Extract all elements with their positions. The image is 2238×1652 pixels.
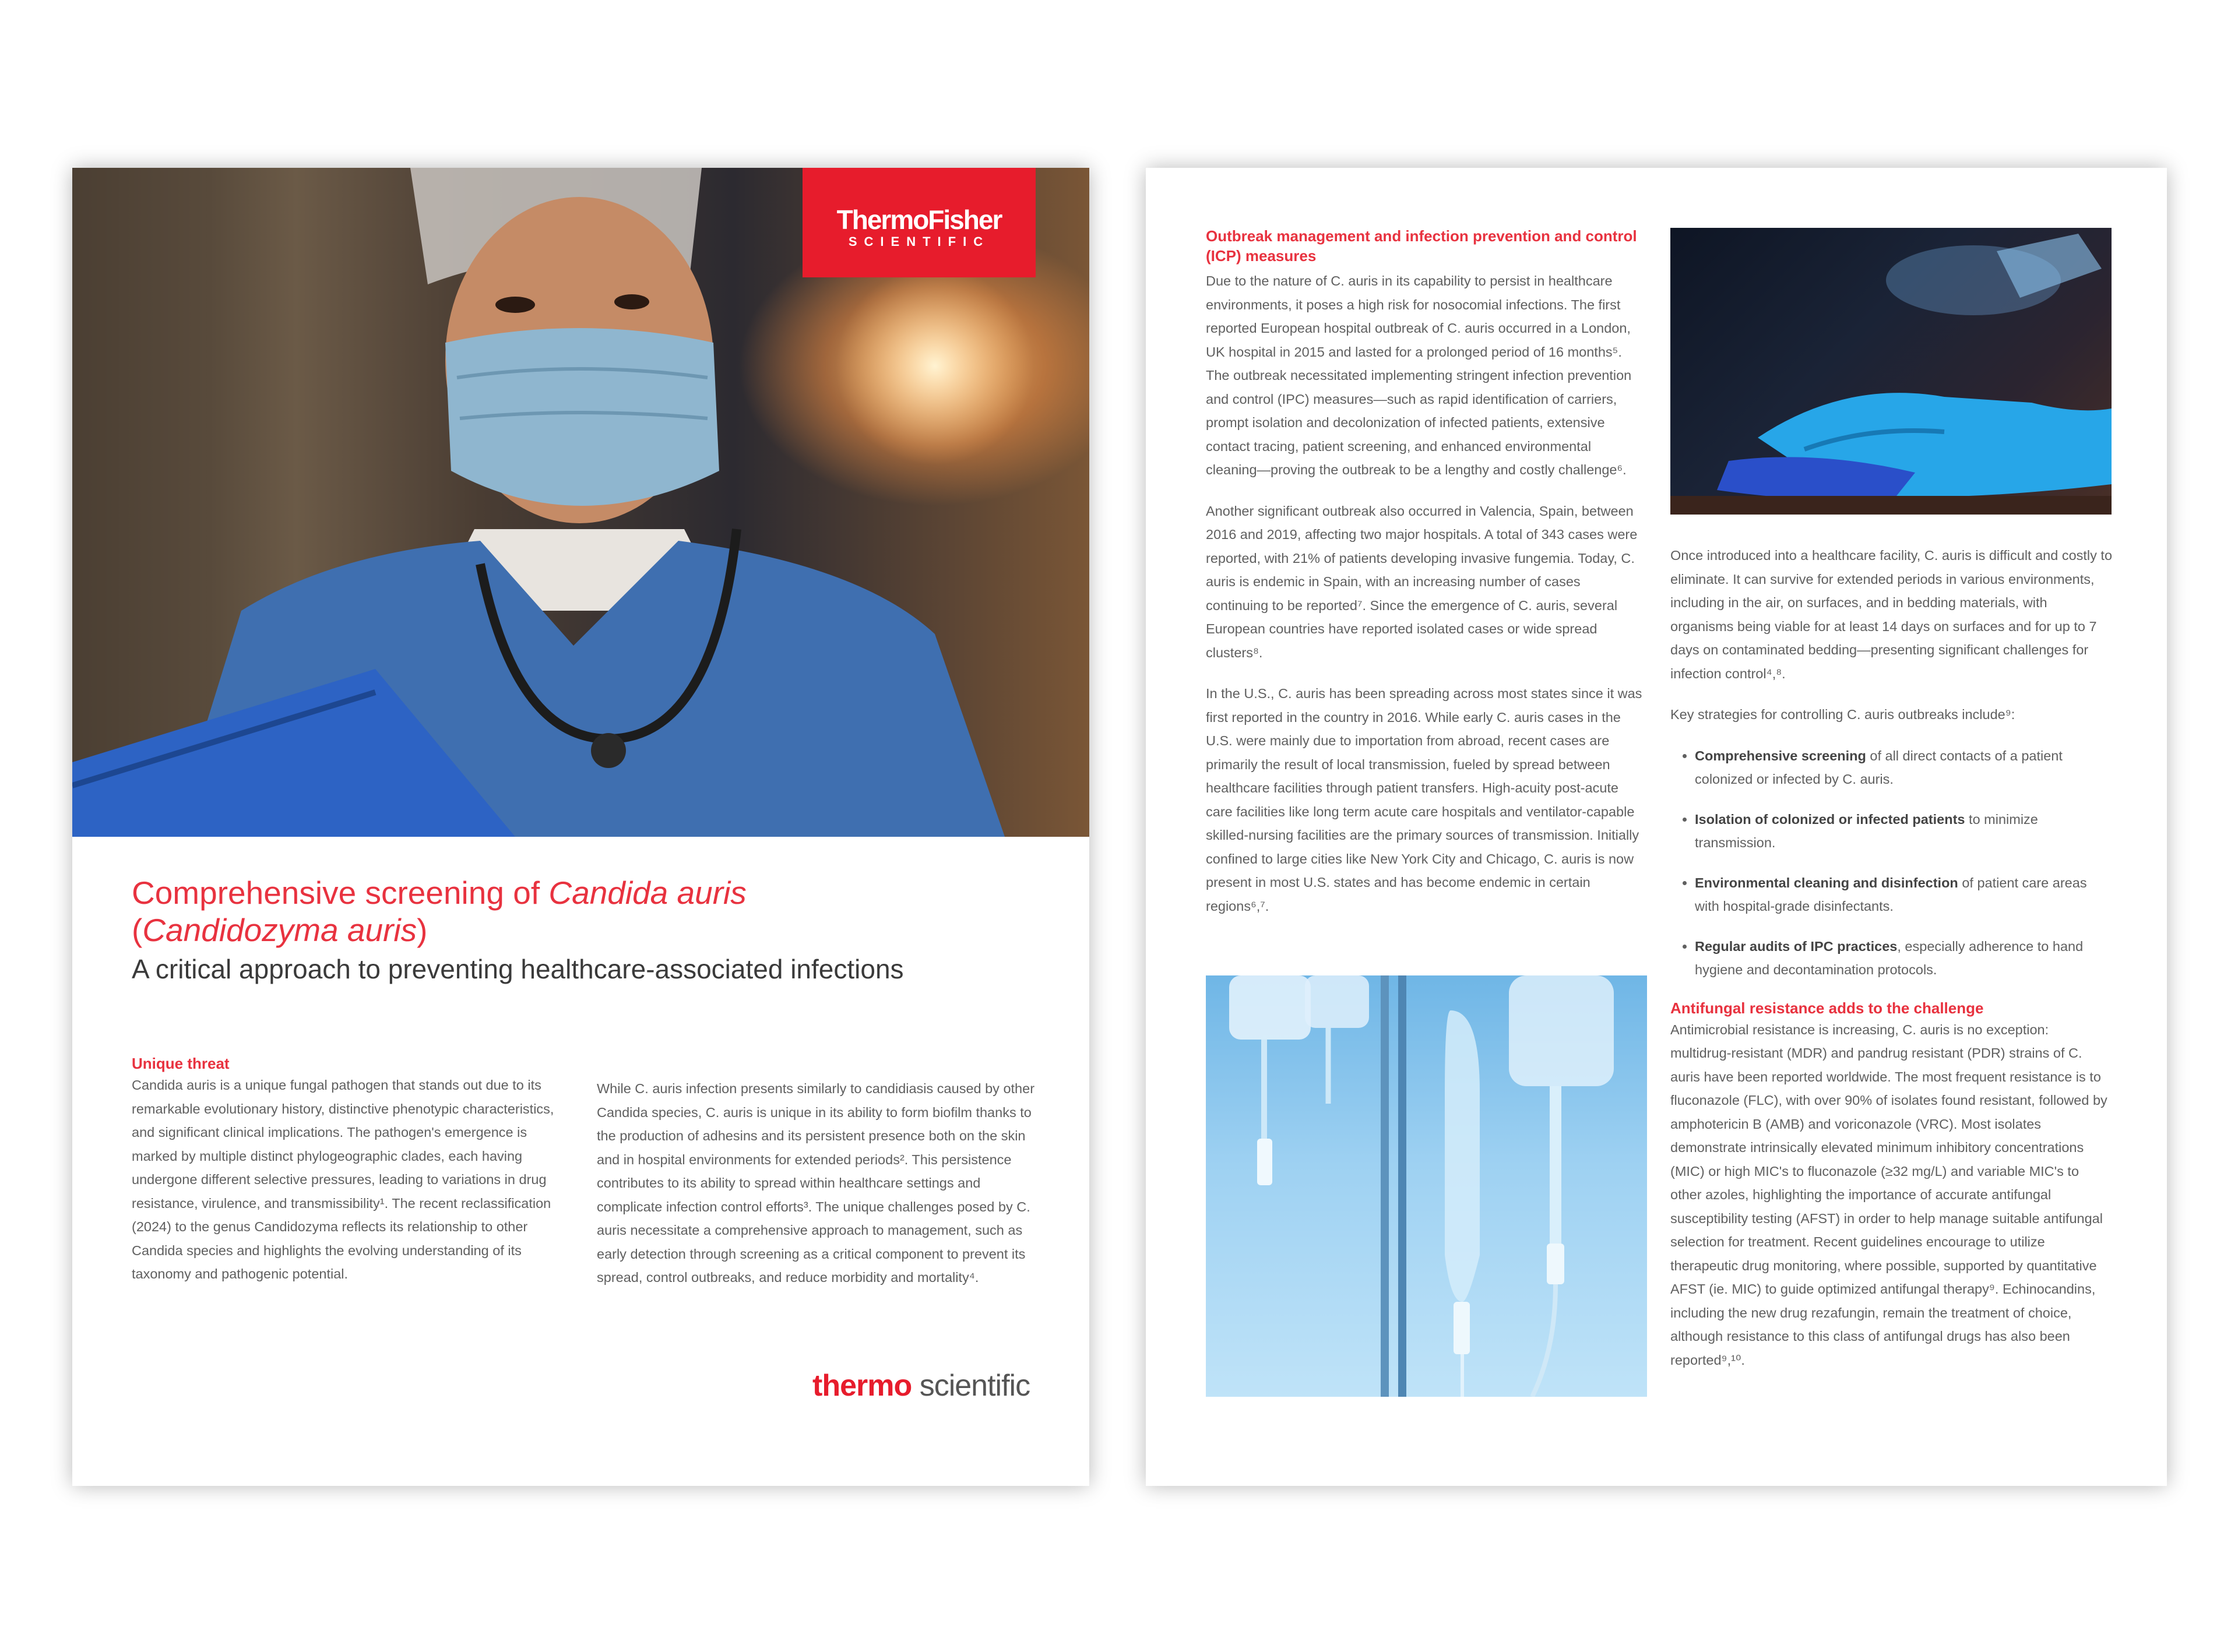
- photo-iv-drips: [1206, 975, 1647, 1397]
- thermofisher-logo: [803, 168, 1036, 277]
- logo-scientific: scientific: [919, 1369, 1030, 1403]
- outbreak-paragraph2: Another significant outbreak also occurred in Valencia, Spain, between 2016 and 2019, affecting two major hospitals. A total of 343 cases were reported, with 21% of patients developing invasive fungemia. Today, C. auris is endemic in Spain, with an increasing number of cases continuing to be reported⁷. Since the emergence of C. auris, several European countries have reported isolated cases or wide spread clusters⁸.: [1206, 503, 1638, 660]
- cleaning-illustration: [1670, 228, 2112, 515]
- outbreak-paragraph3: In the U.S., C. auris has been spreading across most states since it was first reported in the country in 2016. While early C. auris cases in the U.S. were mainly due to importation from abroad, recent cases are primarily the result of local transmission, fueled by spread between healthcare facilities through patient transfers. High-acuity post-acute care facilities like long term acute care hospitals and ventilator-capable skilled-nursing facilities are the primary sources of transmission. Initially confined to large cities like New York City and Chicago, C. auris is now present in most U.S. states and has become endemic in certain regions⁶,⁷.: [1206, 686, 1642, 914]
- title-part1: Comprehensive screening of: [132, 875, 549, 911]
- page-subtitle: A critical approach to preventing healthcare-associated infections: [132, 954, 904, 984]
- outbreak-section: [1206, 226, 1644, 935]
- strategies-intro: Key strategies for controlling C. auris outbreaks include⁹:: [1670, 707, 2015, 722]
- logo-line1: ThermoFisher: [836, 205, 1002, 235]
- strategy-item: • Environmental cleaning and disinfection of patient care areas with hospital-grade disinfectants.: [1695, 871, 2113, 918]
- strategy-item: • Comprehensive screening of all direct contacts of a patient colonized or infected by C. auris.: [1695, 744, 2113, 791]
- page-title: [132, 874, 1006, 949]
- title-italic2: Candidozyma auris: [142, 912, 417, 948]
- unique-threat-paragraph2: While C. auris infection presents similarly to candidiasis caused by other Candida species, C. auris is unique in its ability to form biofilm thanks to the production of adhesins and its persistent presence both on the skin and in hospital environments for extended periods². This persistence contributes to its ability to spread within healthcare settings and complicate infection control efforts³. The unique challenges posed by C. auris necessitate a comprehensive approach to management, such as early detection through screening as a critical component to prevent its spread, control outbreaks, and reduce morbidity and mortality⁴.: [597, 1081, 1035, 1285]
- strategy-item: • Regular audits of IPC practices, especially adherence to hand hygiene and decontamination protocols.: [1695, 935, 2113, 982]
- title-italic1: Candida auris: [548, 875, 747, 911]
- brochure-page-front: [72, 168, 1089, 1486]
- facility-paragraph: Once introduced into a healthcare facility, C. auris is difficult and costly to eliminate. It can survive for extended periods in various environments, including in the air, on surfaces, and in bedding materials, with organisms being viable for at least 14 days on surfaces and for up to 7 days on contaminated bedding—presenting significant challenges for infection control⁴,⁸.: [1670, 548, 2113, 681]
- title-part2: (: [132, 912, 143, 948]
- photo-gloved-hand-cleaning: [1670, 228, 2112, 515]
- facility-section: [1670, 544, 2113, 1389]
- antifungal-heading: Antifungal resistance adds to the challenge: [1670, 999, 1984, 1017]
- outbreak-paragraph1: Due to the nature of C. auris in its capability to persist in healthcare environments, it poses a high risk for nosocomial infections. The first reported European hospital outbreak of C. auris occurred in a London, UK hospital in 2015 and lasted for a prolonged period of 16 months⁵. The outbreak necessitated implementing stringent infection prevention and control (IPC) measures—such as rapid identification of carriers, prompt isolation and decolonization of infected patients, extensive contact tracing, patient screening, and enhanced environmental cleaning—proving the outbreak to be a lengthy and costly challenge⁶.: [1206, 273, 1632, 477]
- hero-photo-nurse: [72, 168, 1089, 837]
- antifungal-paragraph: Antimicrobial resistance is increasing, C. auris is no exception: multidrug-resistant (MDR) and pandrug resistant (PDR) strains of C. auris have been reported worldwide. The most frequent resistance is to fluconazole (FLC), with over 90% of isolates found resistant, followed by amphotericin B (AMB) and voriconazole (VRC). Most isolates demonstrate intrinsically elevated minimum inhibitory concentrations (MIC) or high MIC's to fluconazole (≥32 mg/L) and variable MIC's to other azoles, highlighting the importance of accurate antifungal susceptibility testing (AFST) in order to help manage suitable antifungal selection for treatment. Recent guidelines encourage to utilize therapeutic drug monitoring, where possible, supported by quantitative AFST (ie. MIC) to guide optimized antifungal therapy⁹. Echinocandins, including the new drug rezafungin, remain the treatment of choice, although resistance to this class of antifungal drugs has also been reported⁹,¹⁰.: [1670, 1022, 2107, 1368]
- strategies-list: [1670, 744, 2113, 982]
- unique-threat-heading: Unique threat: [132, 1055, 230, 1072]
- brochure-page-back: [1146, 168, 2167, 1486]
- unique-threat-section: [132, 1054, 575, 1304]
- title-part3: ): [417, 912, 428, 948]
- logo-thermo: thermo: [812, 1369, 912, 1403]
- unique-threat-column2: [597, 1077, 1040, 1307]
- logo-line2: SCIENTIFIC: [848, 234, 990, 249]
- outbreak-heading: Outbreak management and infection prevention and control (ICP) measures: [1206, 227, 1637, 265]
- strategy-item: • Isolation of colonized or infected patients to minimize transmission.: [1695, 808, 2113, 855]
- unique-threat-paragraph1: Candida auris is a unique fungal pathogen that stands out due to its remarkable evolutionary history, distinctive phenotypic characteristics, and significant clinical implications. The pathogen's emergence is marked by multiple distinct phylogeographic clades, each having undergone different selective pressures, leading to variations in drug resistance, virulence, and transmissibility¹. The recent reclassification (2024) to the genus Candidozyma reflects its relationship to other Candida species and highlights the evolving understanding of its taxonomy and pathogenic potential.: [132, 1077, 554, 1281]
- iv-drip-illustration: [1206, 975, 1647, 1397]
- thermo-scientific-logo: [812, 1368, 1030, 1403]
